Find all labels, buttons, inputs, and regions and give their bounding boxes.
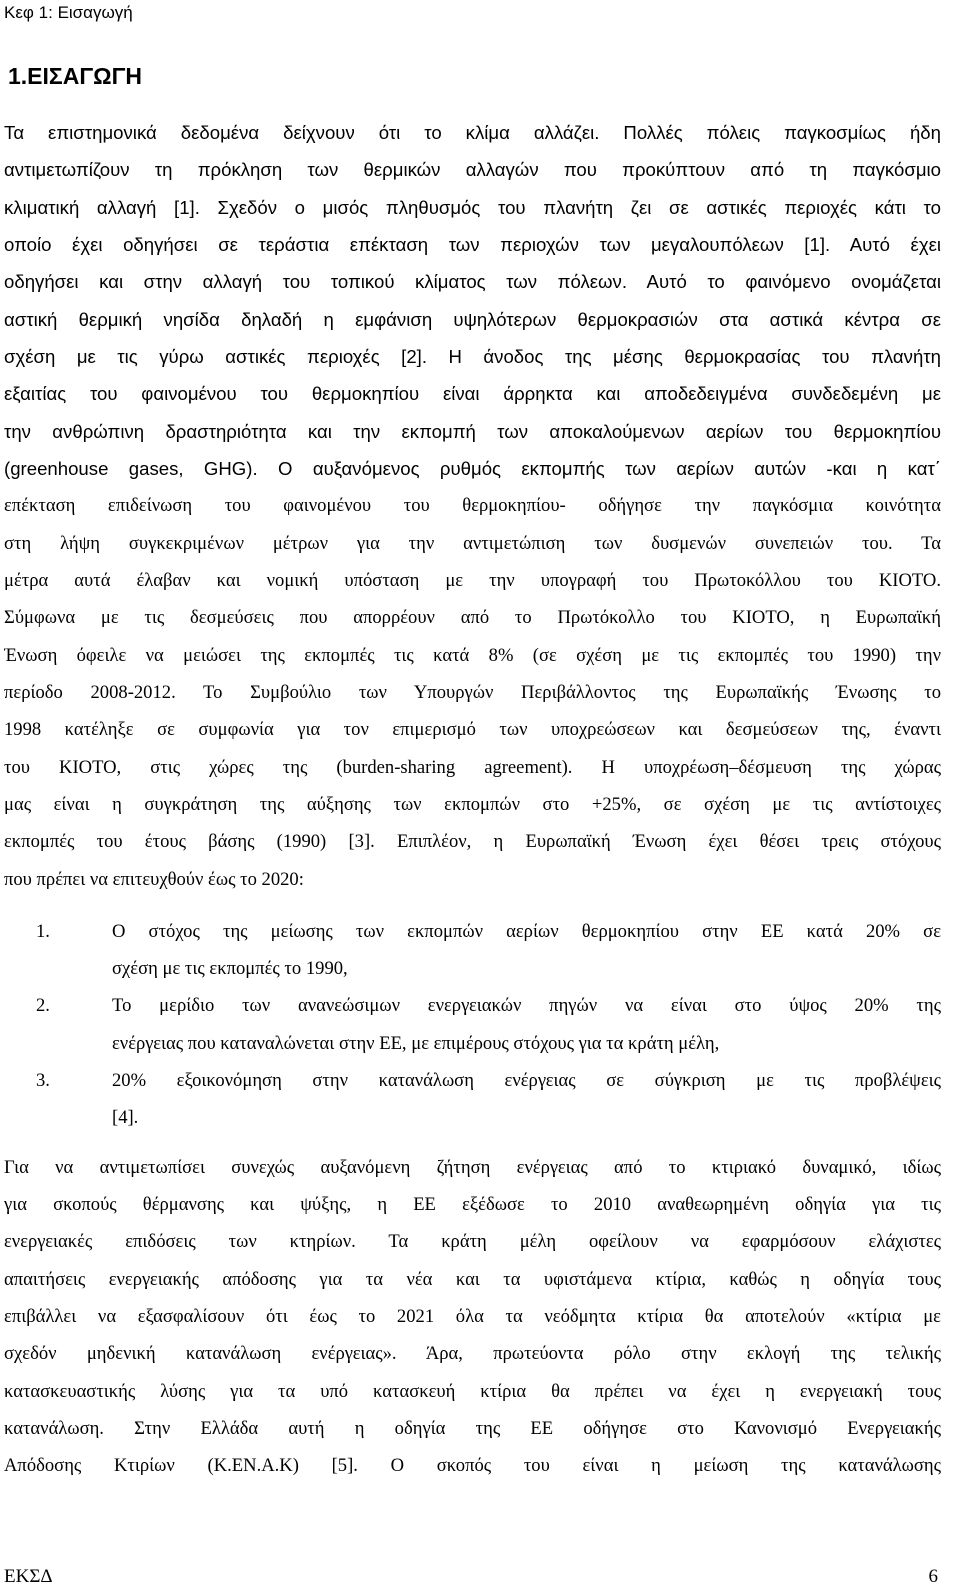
text-line: 1998 κατέληξε σε συμφωνία για τον επιμερισμό των υποχρεώσεων και δεσμεύσεων της, έναντι bbox=[4, 719, 941, 740]
text-line: Ένωση όφειλε να μειώσει της εκπομπές τις κατά 8% (σε σχέση με τις εκπομπές του 1990) την bbox=[4, 645, 941, 666]
text-line: εκπομπές του έτους βάσης (1990) [3]. Επιπλέον, η Ευρωπαϊκή Ένωση έχει θέσει τρεις στόχους bbox=[4, 831, 941, 852]
list-item-number: 2. bbox=[36, 995, 50, 1016]
text-line: μέτρα αυτά έλαβαν και νομική υπόσταση με την υπογραφή του Πρωτοκόλλου του ΚΙΟΤΟ. bbox=[4, 570, 941, 591]
text-line: Τα επιστημονικά δεδομένα δείχνουν ότι το κλίμα αλλάζει. Πολλές πόλεις παγκοσμίως ήδη bbox=[4, 122, 941, 143]
text-line: σχεδόν μηδενική κατανάλωση ενέργειας». Άρα, πρωτεύοντα ρόλο στην εκλογή της τελικής bbox=[4, 1343, 941, 1364]
list-item-line: ενέργειας που καταναλώνεται στην ΕΕ, με επιμέρους στόχους για τα κράτη μέλη, bbox=[112, 1033, 720, 1054]
text-line: του ΚΙΟΤΟ, στις χώρες της (burden-sharing agreement). Η υποχρέωση–δέσμευση της χώρας bbox=[4, 757, 941, 778]
text-line: στη λήψη συγκεκριμένων μέτρων για την αντιμετώπιση των δυσμενών συνεπειών του. Τα bbox=[4, 533, 941, 554]
list-item-line: Το μερίδιο των ανανεώσιμων ενεργειακών πηγών να είναι στο ύψος 20% της bbox=[112, 995, 941, 1016]
list-item-line: [4]. bbox=[112, 1107, 139, 1128]
text-line: επέκταση επιδείνωση του φαινομένου του θερμοκηπίου- οδήγησε την παγκόσμια κοινότητα bbox=[4, 495, 941, 516]
text-line: κατανάλωση. Στην Ελλάδα αυτή η οδηγία της ΕΕ οδήγησε στο Κανονισμό Ενεργειακής bbox=[4, 1418, 941, 1439]
text-line: που πρέπει να επιτευχθούν έως το 2020: bbox=[4, 869, 304, 890]
text-line: ενεργειακές επιδόσεις των κτηρίων. Τα κράτη μέλη οφείλουν να εφαρμόσουν ελάχιστες bbox=[4, 1231, 941, 1252]
text-line: κλιματική αλλαγή [1]. Σχεδόν ο μισός πληθυσμός του πλανήτη ζει σε αστικές περιοχές κάτι το bbox=[4, 197, 941, 218]
page-number: 6 bbox=[928, 1566, 938, 1587]
text-line: οδηγήσει και στην αλλαγή του τοπικού κλίματος των πόλεων. Αυτό το φαινόμενο ονομάζεται bbox=[4, 271, 941, 292]
text-line: αντιμετωπίζουν τη πρόκληση των θερμικών αλλαγών που προκύπτουν από τη παγκόσμιο bbox=[4, 159, 941, 180]
text-line: Απόδοσης Κτιρίων (Κ.ΕΝ.Α.Κ) [5]. Ο σκοπός του είναι η μείωση της κατανάλωσης bbox=[4, 1455, 941, 1476]
section-heading: 1.ΕΙΣΑΓΩΓΗ bbox=[8, 63, 143, 89]
text-line: οποίο έχει οδηγήσει σε τεράστια επέκταση των περιοχών των μεγαλουπόλεων [1]. Αυτό έχει bbox=[4, 234, 941, 255]
text-line: (greenhouse gases, GHG). Ο αυξανόμενος ρυθμός εκπομπής των αερίων αυτών -και η κατ΄ bbox=[4, 458, 941, 479]
text-line: απαιτήσεις ενεργειακής απόδοσης για τα νέα και τα υφιστάμενα κτίρια, καθώς η οδηγία τους bbox=[4, 1269, 941, 1290]
text-line: μας είναι η συγκράτηση της αύξησης των εκπομπών στο +25%, σε σχέση με τις αντίστοιχες bbox=[4, 794, 941, 815]
list-item-number: 1. bbox=[36, 921, 50, 942]
text-line: εξαιτίας του φαινομένου του θερμοκηπίου είναι άρρηκτα και αποδεδειγμένα συνδεδεμένη με bbox=[4, 383, 941, 404]
text-line: σχέση με τις γύρω αστικές περιοχές [2]. Η άνοδος της μέσης θερμοκρασίας του πλανήτη bbox=[4, 346, 941, 367]
page-header-chapter: Κεφ 1: Εισαγωγή bbox=[4, 3, 133, 22]
list-item-line: Ο στόχος της μείωσης των εκπομπών αερίων θερμοκηπίου στην ΕΕ κατά 20% σε bbox=[112, 921, 941, 942]
text-line: αστική θερμική νησίδα δηλαδή η εμφάνιση υψηλότερων θερμοκρασιών στα αστικά κέντρα σε bbox=[4, 309, 941, 330]
text-line: κατασκευαστικής λύσης για τα υπό κατασκευή κτίρια θα πρέπει να έχει η ενεργειακή τους bbox=[4, 1381, 941, 1402]
list-item-number: 3. bbox=[36, 1070, 50, 1091]
footer-label: ΕΚΣΔ bbox=[4, 1566, 53, 1587]
text-line: επιβάλλει να εξασφαλίσουν ότι έως το 2021 όλα τα νεόδμητα κτίρια θα αποτελούν «κτίρια με bbox=[4, 1306, 941, 1327]
list-item-line: σχέση με τις εκπομπές το 1990, bbox=[112, 958, 348, 979]
text-line: περίοδο 2008-2012. Το Συμβούλιο των Υπουργών Περιβάλλοντος της Ευρωπαϊκής Ένωσης το bbox=[4, 682, 941, 703]
text-line: την ανθρώπινη δραστηριότητα και την εκπομπή των αποκαλούμενων αερίων του θερμοκηπίου bbox=[4, 421, 941, 442]
text-line: Σύμφωνα με τις δεσμεύσεις που απορρέουν από το Πρωτόκολλο του ΚΙΟΤΟ, η Ευρωπαϊκή bbox=[4, 607, 941, 628]
list-item-line: 20% εξοικονόμηση στην κατανάλωση ενέργειας σε σύγκριση με τις προβλέψεις bbox=[112, 1070, 941, 1091]
text-line: Για να αντιμετωπίσει συνεχώς αυξανόμενη ζήτηση ενέργειας από το κτιριακό δυναμικό, ιδίως bbox=[4, 1157, 941, 1178]
text-line: για σκοπούς θέρμανσης και ψύξης, η ΕΕ εξέδωσε το 2010 αναθεωρημένη οδηγία για τις bbox=[4, 1194, 941, 1215]
